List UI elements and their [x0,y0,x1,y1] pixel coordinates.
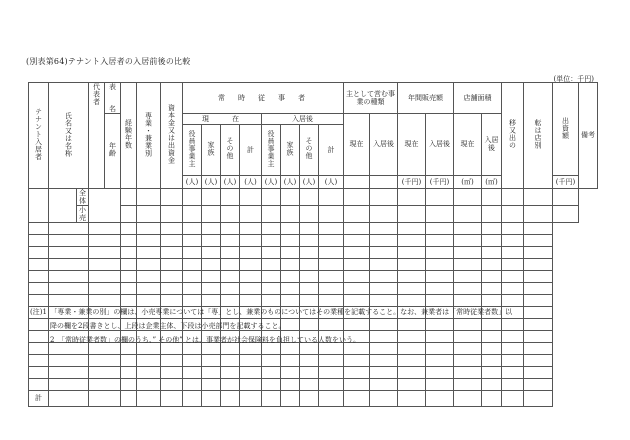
header-family-before: 家族 [202,124,221,175]
header-officer-after: 役員事業主 [262,124,281,175]
header-total-after: 計 [319,124,344,175]
unit-person: (人) [240,175,262,188]
header-before: 現 在 [183,113,262,124]
table-row [29,270,598,282]
header-family-after: 家族 [281,124,300,175]
header-employees: 常 時 従 事 者 [183,83,344,114]
unit-person: (人) [221,175,240,188]
header-annual-sales: 年間販売額 [398,83,454,114]
header-amount: 出資額 [553,83,579,176]
total-row [29,390,598,406]
table-row [29,378,598,390]
page-title: (別表第64)テナント入居者の入居前後の比較 [26,57,191,66]
header-rep-mei: 名 [105,105,121,114]
sub-label-retail: 小売 [77,205,89,222]
unit-thousand: (千円) [426,175,454,188]
unit-person: (人) [300,175,319,188]
header-area-current: 現在 [454,113,482,175]
header-floor-area: 店舗面積 [454,83,502,114]
unit-person: (人) [202,175,221,188]
header-capital: 資本金又は出資金 [161,83,183,189]
header-rep-hyo: 表 [105,83,121,105]
table-row [29,366,598,378]
unit-label: (単位：千円) [553,75,594,83]
sub-label-whole: 全体 [77,188,89,205]
unit-thousand: (千円) [398,175,426,188]
header-other-after: その他 [300,124,319,175]
header-name: 氏名又は名称 [49,83,89,189]
header-business-current: 現在 [344,113,370,175]
header-after: 入居後 [262,113,344,124]
comparison-table [28,82,598,407]
header-sales-after: 入居後 [426,113,454,175]
unit-sqm: (㎡) [482,175,502,188]
header-store-move: 転は店別 [524,83,553,189]
unit-person: (人) [281,175,300,188]
total-row-label: 計 [29,390,49,406]
header-experience: 経験年数 [121,83,137,189]
unit-thousand: (千円) [553,175,579,188]
table-row [29,354,598,366]
unit-person: (人) [319,175,344,188]
table-row [29,246,598,258]
header-age: 年齢 [105,113,121,188]
header-business-after: 入居後 [370,113,398,175]
unit-sqm: (㎡) [454,175,482,188]
header-specialty: 専業・兼業別 [137,83,161,189]
header-other-before: その他 [221,124,240,175]
table-row [29,258,598,270]
header-area-after: 入居後 [482,113,502,175]
unit-person: (人) [183,175,202,188]
header-sales-current: 現在 [398,113,426,175]
header-tenant: テナント入居者 [29,83,49,189]
table-row [29,222,598,234]
header-relocation: 移又出の [502,83,524,189]
header-business-type: 主として営む事業の種類 [344,83,398,114]
note-1-continued: 降の欄を2段書きとし、上段は企業主体、下段は小売部門を記載すること。 [50,322,286,330]
note-2: 2 「常時従業者数」の欄のうち、” その他” とは、事業者が社会保険料を負担している人数をいう。 [50,336,361,344]
header-total-before: 計 [240,124,262,175]
table-row [29,234,598,246]
note-1: (注)1 「専業・兼業の別」の欄は、小売専業については「専」とし、兼業のものについてはその業種を記載すること。なお、兼業者は「常時従業者数」以 [30,308,513,316]
table-row [29,188,598,205]
table-row [29,282,598,294]
header-remarks: 備考 [579,83,598,189]
unit-person: (人) [262,175,281,188]
header-rep: 代表者 [89,83,105,114]
header-officer-before: 役員事業主 [183,124,202,175]
footnotes [30,305,600,347]
